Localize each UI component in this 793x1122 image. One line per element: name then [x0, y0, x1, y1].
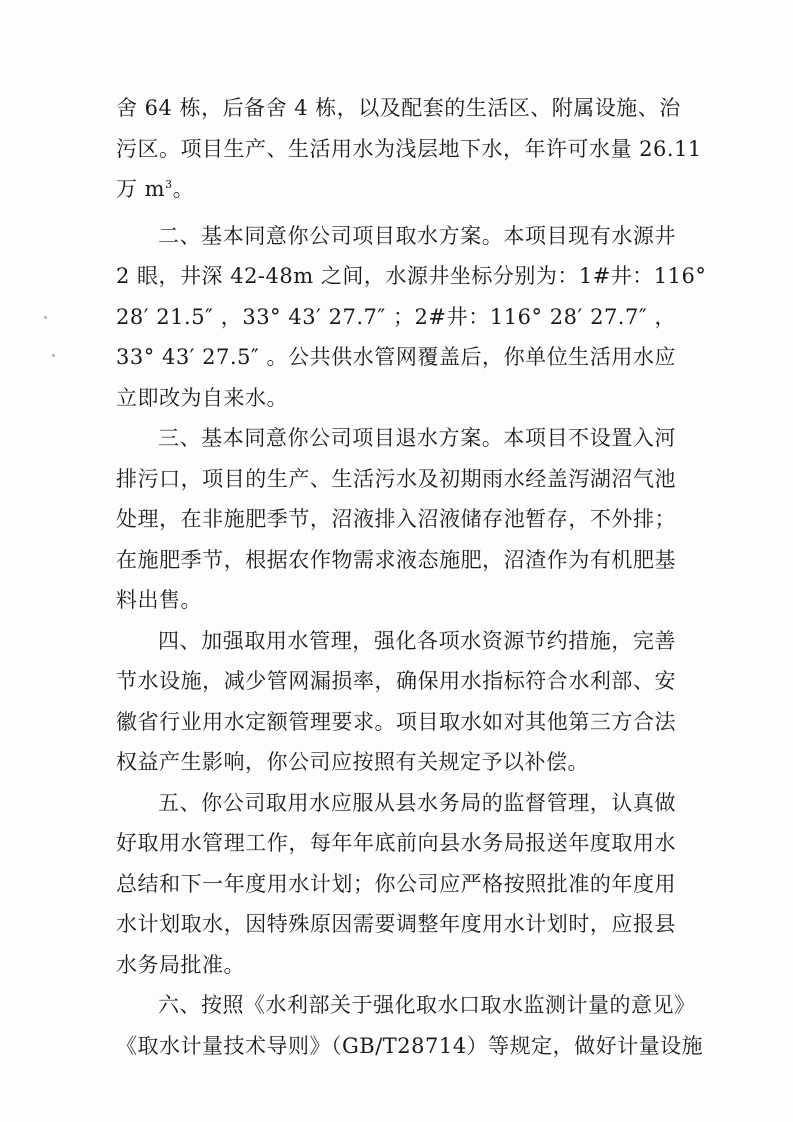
text-line: 六、按照《水利部关于强化取水口取水监测计量的意见》	[158, 993, 696, 1017]
text-line: 2 眼，井深 42-48m 之间，水源井坐标分别为：1#井：116°	[116, 264, 707, 288]
paragraph-1	[116, 216, 707, 419]
text-line: 28′ 21.5″ ，33° 43′ 27.7″ ；2#井：116° 28′ 27.7″ ，	[116, 304, 676, 329]
text-line: 四、加强取用水管理，强化各项水资源节约措施，完善	[158, 628, 676, 653]
text-line: 五、你公司取用水应服从县水务局的监督管理，认真做	[158, 790, 676, 815]
paragraph-4	[116, 783, 676, 986]
text-line-last: 水务局批准。	[116, 952, 245, 977]
text-line: 水计划取水，因特殊原因需要调整年度用水计划时，应报县	[116, 912, 676, 936]
text-line-last	[116, 169, 676, 210]
text-line-last: 立即改为自来水。	[116, 385, 288, 410]
paragraph-3	[116, 621, 676, 783]
text-line-last: 料出售。	[116, 588, 202, 612]
text-line: 33° 43′ 27.5″ 。公共供水管网覆盖后，你单位生活用水应	[116, 345, 676, 369]
scan-speck	[52, 354, 55, 357]
document-body	[116, 88, 707, 1066]
paragraph-5	[116, 985, 704, 1066]
text-line: 好取用水管理工作，每年年底前向县水务局报送年度取用水	[116, 831, 676, 855]
text-fragment: 万 m	[116, 177, 166, 201]
text-line: 排污口，项目的生产、生活污水及初期雨水经盖泻湖沼气池	[116, 466, 676, 491]
text-line: 总结和下一年度用水计划；你公司应严格按照批准的年度用	[116, 871, 676, 896]
text-line: 节水设施，减少管网漏损率，确保用水指标符合水利部、安	[116, 669, 676, 693]
text-line: 处理，在非施肥季节，沼液排入沼液储存池暂存，不外排；	[116, 507, 676, 531]
text-line: 在施肥季节，根据农作物需求液态施肥，沼渣作为有机肥基	[116, 547, 676, 572]
paragraph-2	[116, 418, 676, 621]
scan-speck	[44, 316, 47, 319]
text-line: 《取水计量技术导则》（GB/T28714）等规定，做好计量设施	[116, 1033, 704, 1058]
text-line: 三、基本同意你公司项目退水方案。本项目不设置入河	[158, 426, 676, 450]
superscript: 3	[165, 178, 173, 191]
text-line: 舍 64 栋，后备舍 4 栋，以及配套的生活区、附属设施、治	[116, 96, 681, 120]
text-line: 二、基本同意你公司项目取水方案。本项目现有水源井	[158, 223, 676, 248]
text-line: 污区。项目生产、生活用水为浅层地下水，年许可水量 26.11	[116, 136, 702, 161]
text-fragment: 。	[172, 177, 195, 201]
text-line: 徽省行业用水定额管理要求。项目取水如对其他第三方合法	[116, 709, 676, 734]
text-line-last: 权益产生影响，你公司应按照有关规定予以补偿。	[116, 750, 589, 774]
paragraph-0	[116, 88, 702, 210]
